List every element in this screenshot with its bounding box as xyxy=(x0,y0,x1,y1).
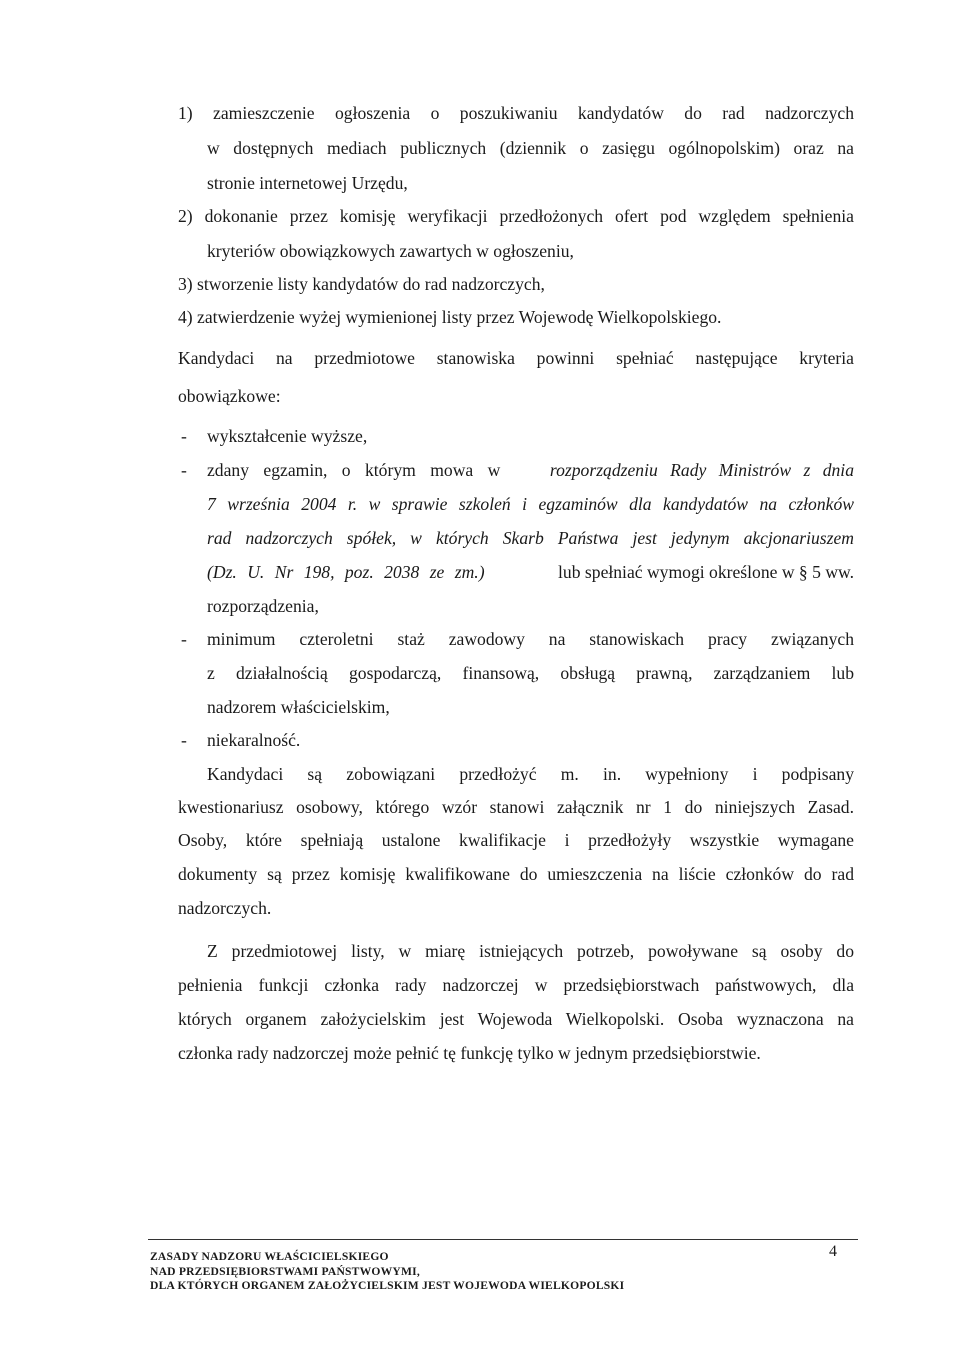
criteria-intro-line-2: obowiązkowe: xyxy=(178,386,281,406)
paragraph-1-line-3: Osoby, które spełniają ustalone kwalifikacje i przedłożyły wszystkie wymagane xyxy=(178,830,854,850)
list-item-1-line-3: stronie internetowej Urzędu, xyxy=(207,173,408,193)
footer xyxy=(150,1250,624,1294)
paragraph-1-line-1: Kandydaci są zobowiązani przedłożyć m. in. wypełniony i podpisany xyxy=(207,764,854,784)
list-item-1-line-1: 1) zamieszczenie ogłoszenia o poszukiwaniu kandydatów do rad nadzorczych xyxy=(178,103,854,123)
footer-rule xyxy=(148,1239,858,1240)
criteria-item-2-line-4 xyxy=(207,562,854,582)
criteria-dash-1: - xyxy=(181,426,187,446)
criteria-item-2-line-1-plain: zdany egzamin, o którym mowa w xyxy=(207,460,515,480)
paragraph-2-line-4: członka rady nadzorczej może pełnić tę funkcję tylko w jednym przedsiębiorstwie. xyxy=(178,1043,761,1063)
footer-line-3: DLA KTÓRYCH ORGANEM ZAŁOŻYCIELSKIM JEST WOJEWODA WIELKOPOLSKI xyxy=(150,1279,625,1292)
paragraph-2-line-3: których organem założycielskim jest Wojewoda Wielkopolski. Osoba wyznaczona na xyxy=(178,1009,854,1029)
criteria-item-3-line-3: nadzorem właścicielskim, xyxy=(207,697,390,717)
footer-line-2: NAD PRZEDSIĘBIORSTWAMI PAŃSTWOWYMI, xyxy=(150,1264,420,1278)
criteria-intro-line-1: Kandydaci na przedmiotowe stanowiska powinni spełniać następujące kryteria xyxy=(178,348,854,368)
list-item-3: 3) stworzenie listy kandydatów do rad nadzorczych, xyxy=(178,274,545,294)
criteria-item-2-line-4-plain: lub spełniać wymogi określone w § 5 ww. xyxy=(553,562,854,582)
criteria-item-1: wykształcenie wyższe, xyxy=(207,426,368,446)
paragraph-2-line-1: Z przedmiotowej listy, w miarę istniejących potrzeb, powoływane są osoby do xyxy=(207,941,854,961)
criteria-item-3-line-1: minimum czteroletni staż zawodowy na stanowiskach pracy związanych xyxy=(207,629,854,649)
list-item-2-line-1: 2) dokonanie przez komisję weryfikacji przedłożonych ofert pod względem spełnienia xyxy=(178,206,854,226)
criteria-item-2-line-2: 7 września 2004 r. w sprawie szkoleń i egzaminów dla kandydatów na członków xyxy=(207,494,854,514)
page-number: 4 xyxy=(829,1243,837,1260)
paragraph-1-line-2: kwestionariusz osobowy, którego wzór stanowi załącznik nr 1 do niniejszych Zasad. xyxy=(178,797,854,817)
footer-line-1: ZASADY NADZORU WŁAŚCICIELSKIEGO xyxy=(150,1250,389,1263)
criteria-item-2-line-1-italic: rozporządzeniu Rady Ministrów z dnia xyxy=(549,460,854,480)
paragraph-2-line-2: pełnienia funkcji członka rady nadzorczej w przedsiębiorstwach państwowych, dla xyxy=(178,975,854,995)
criteria-dash-2: - xyxy=(181,460,187,480)
criteria-item-4: niekaralność. xyxy=(207,730,301,750)
criteria-item-2-line-4-italic: (Dz. U. Nr 198, poz. 2038 ze zm.) xyxy=(207,562,485,582)
list-item-2-line-2: kryteriów obowiązkowych zawartych w ogłoszeniu, xyxy=(207,241,574,261)
criteria-item-2-line-5: rozporządzenia, xyxy=(207,596,319,616)
criteria-item-3-line-2: z działalnością gospodarczą, finansową, obsługą prawną, zarządzaniem lub xyxy=(207,663,854,683)
criteria-item-2-line-1 xyxy=(207,460,854,480)
list-item-1-line-2: w dostępnych mediach publicznych (dziennik o zasięgu ogólnopolskim) oraz na xyxy=(207,138,854,158)
paragraph-1-line-4: dokumenty są przez komisję kwalifikowane do umieszczenia na liście członków do rad xyxy=(178,864,854,884)
criteria-item-2-line-3: rad nadzorczych spółek, w których Skarb Państwa jest jedynym akcjonariuszem xyxy=(207,528,854,548)
paragraph-1-line-5: nadzorczych. xyxy=(178,898,272,918)
criteria-dash-4: - xyxy=(181,730,187,750)
list-item-4: 4) zatwierdzenie wyżej wymienionej listy przez Wojewodę Wielkopolskiego. xyxy=(178,307,722,327)
criteria-dash-3: - xyxy=(181,629,187,649)
